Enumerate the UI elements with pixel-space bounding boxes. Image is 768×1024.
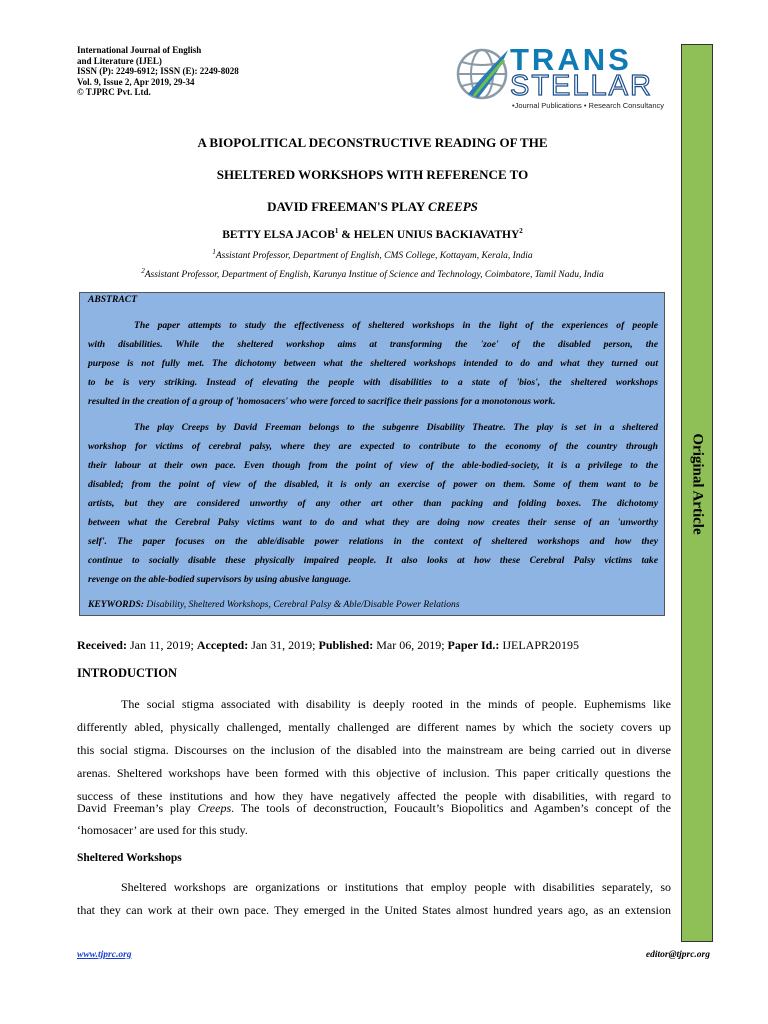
abstract-p2-line: revenge on the able-bodied supervisors by using abusive language. xyxy=(88,574,352,585)
author-connector: & xyxy=(338,229,354,241)
paper-id-label: Paper Id.: xyxy=(447,638,500,652)
journal-volume: Vol. 9, Issue 2, Apr 2019, 29-34 xyxy=(77,76,195,87)
abstract-p1-line: The paper attempts to study the effectiveness of sheltered workshops in the light of the experiences of people xyxy=(134,320,658,331)
section-heading-sheltered-workshops: Sheltered Workshops xyxy=(77,852,182,864)
title-play-name: CREEPS xyxy=(428,199,478,214)
paper-id: IJELAPR20195 xyxy=(499,638,579,652)
author-1-sup: 1 xyxy=(334,227,339,236)
sheltered-line: Sheltered workshops are organizations or institutions that employ people with disabilities separately, so xyxy=(121,880,671,894)
abstract-p2-line: between what the Cerebral Palsy victims want to do and what they are doing now creates their sense of an 'unworthy xyxy=(88,517,658,528)
author-2: HELEN UNIUS BACKIAVATHY xyxy=(353,229,520,241)
abstract-heading: ABSTRACT xyxy=(88,294,138,305)
abstract-p1-line: purpose is not fully met. The dichotomy between what the sheltered workshops intended to do and what they turned out xyxy=(88,358,658,369)
affiliation-1-text: Assistant Professor, Department of English, CMS College, Kottayam, Kerala, India xyxy=(215,251,533,261)
journal-issn: ISSN (P): 2249-6912; ISSN (E): 2249-8028 xyxy=(77,66,239,76)
editor-email: editor@tjprc.org xyxy=(645,950,710,960)
abstract-p2-line: continue to socially disable these physically impaired people. It also looks at how these Cerebral Palsy victims take xyxy=(88,555,658,566)
title-line-1: A BIOPOLITICAL DECONSTRUCTIVE READING OF THE xyxy=(197,135,548,150)
section-heading-introduction: INTRODUCTION xyxy=(77,666,178,680)
publisher-logo xyxy=(454,42,670,114)
accepted-date: Jan 31, 2019; xyxy=(248,638,319,652)
website-link[interactable]: www.tjprc.org xyxy=(77,950,132,960)
logo-word-stellar: STELLAR xyxy=(510,70,653,102)
intro-line: success of these institutions and how they have negatively affected the people with disabilities, with regard to xyxy=(77,789,671,803)
intro-line-6-text xyxy=(77,801,671,816)
abstract-p2-line: workshop for victims of cerebral palsy, where they are expected to contribute to the economy of the country through xyxy=(88,441,658,452)
abstract-p1-line: to be is very striking. Instead of elevating the people with disabilities to a state of 'bios', the sheltered workshops xyxy=(88,377,658,388)
intro-line-6-b: . The tools of deconstruction, Foucault’s Biopolitics and Agamben’s concept of the xyxy=(231,801,671,815)
abstract-p1-line: resulted in the creation of a group of 'homosacers' who were forced to sacrifice their passions for a monotonous work. xyxy=(88,396,556,407)
keywords xyxy=(88,599,460,610)
intro-line: this social stigma. Discourses on the inclusion of the disabled into the mainstream are being carried out in diverse xyxy=(77,743,671,757)
received-date: Jan 11, 2019; xyxy=(126,638,197,652)
affiliation-1 xyxy=(60,247,685,261)
journal-info xyxy=(77,45,239,98)
title-line-2: SHELTERED WORKSHOPS WITH REFERENCE TO xyxy=(216,167,529,182)
globe-icon xyxy=(454,44,514,104)
affiliation-2 xyxy=(60,266,685,280)
author-1: BETTY ELSA JACOB xyxy=(222,229,335,241)
journal-copyright: © TJPRC Pvt. Ltd. xyxy=(77,87,151,97)
published-label: Published: xyxy=(318,638,374,652)
journal-name-line2: and Literature (IJEL) xyxy=(77,55,162,66)
logo-tagline: •Journal Publications • Research Consultancy xyxy=(512,101,664,110)
keywords-label: KEYWORDS: xyxy=(88,599,144,610)
affiliation-1-sup: 1 xyxy=(212,247,216,256)
intro-line-6-a: David Freeman’s play xyxy=(77,801,198,815)
intro-line: The social stigma associated with disability is deeply rooted in the minds of people. Euphemisms like xyxy=(121,697,671,711)
abstract-p2-line: self'. The paper focuses on the able/disable power relations in the context of sheltered workshops and how they xyxy=(88,536,658,547)
abstract-p2-line: artists, but they are considered unworthy of any other art other than packing and folding boxes. The dichotomy xyxy=(88,498,658,509)
affiliation-2-text: Assistant Professor, Department of English, Karunya Institue of Science and Technology, Coimbatore, Tamil Nadu, India xyxy=(144,270,604,280)
author-2-sup: 2 xyxy=(519,227,523,236)
keywords-text: Disability, Sheltered Workshops, Cerebral Palsy & Able/Disable Power Relations xyxy=(143,599,460,610)
title-line-3 xyxy=(75,199,670,215)
intro-line: differently abled, physically challenged, mentally challenged are different names by which the society covers up xyxy=(77,720,671,734)
abstract-p2-line: The play Creeps by David Freeman belongs to the subgenre Disability Theatre. The play is set in a sheltered xyxy=(134,422,658,433)
abstract-p1-line: with disabilities. While the sheltered workshop aims at transforming the 'zoe' of the disabled person, the xyxy=(88,339,658,350)
affiliation-2-sup: 2 xyxy=(141,266,145,275)
intro-line: ‘homosacer’ are used for this study. xyxy=(77,823,248,837)
authors xyxy=(75,229,670,241)
article-type-label: Original Article xyxy=(689,433,706,535)
intro-play-name: Creeps xyxy=(197,801,232,815)
journal-name-line1: International Journal of English xyxy=(77,45,202,55)
article-dates xyxy=(77,638,579,653)
abstract-p2-line: disabled; from the point of view of the disabled, it is only an exercise of power on them. Some of them want to be xyxy=(88,479,658,490)
intro-line: arenas. Sheltered workshops have been formed with this objective of inclusion. This paper critically questions the xyxy=(77,766,671,780)
accepted-label: Accepted: xyxy=(196,638,249,652)
logo-word-trans: TRANS xyxy=(510,42,632,77)
title-line-3-text: DAVID FREEMAN'S PLAY xyxy=(267,199,429,214)
published-date: Mar 06, 2019; xyxy=(373,638,448,652)
received-label: Received: xyxy=(77,638,127,652)
sheltered-line: that they can work at their own pace. They emerged in the United States almost hundred years ago, as an extension xyxy=(77,903,671,917)
abstract-p2-line: their labour at their own pace. Even though from the point of view of the able-bodied-society, it is a privilege to the xyxy=(88,460,658,471)
